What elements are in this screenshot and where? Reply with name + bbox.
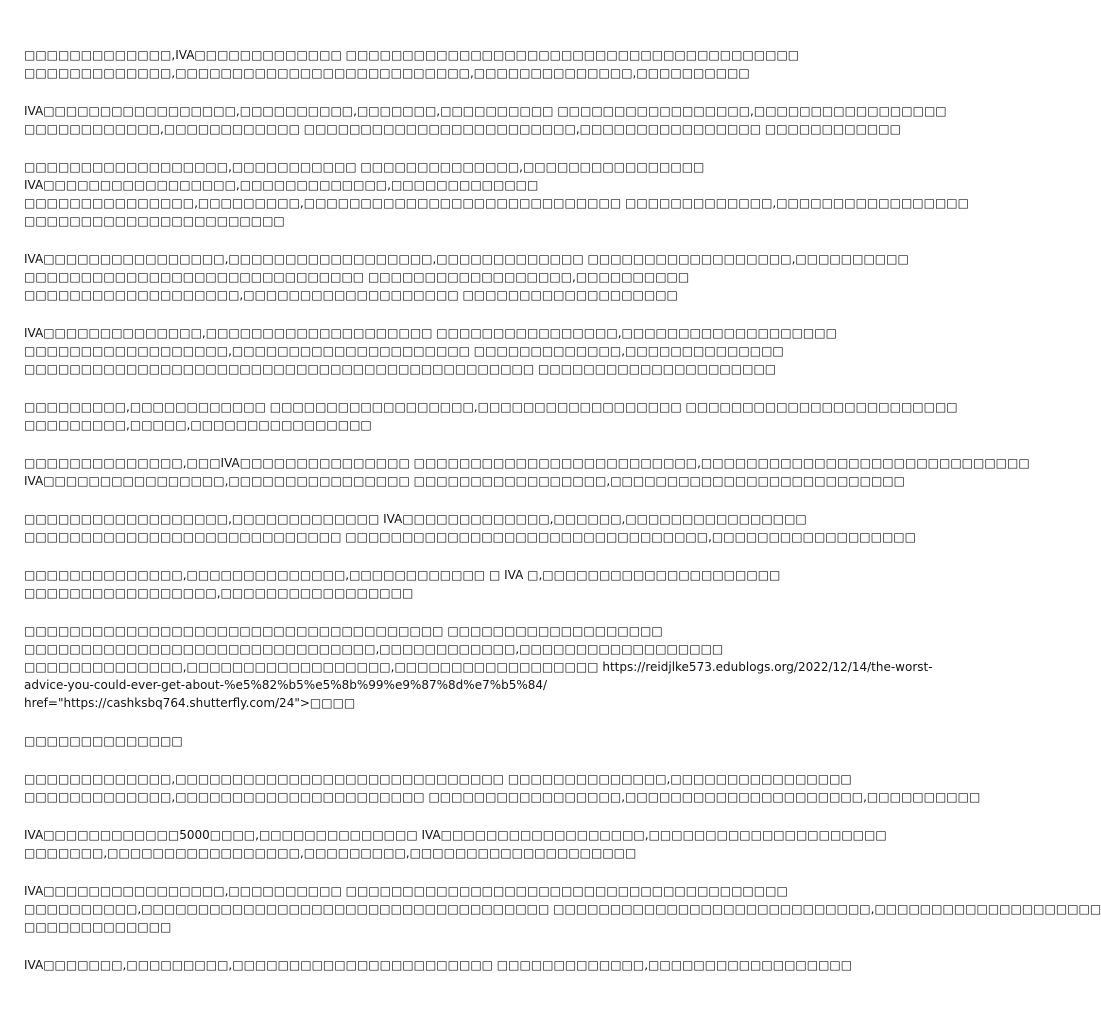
text-line: □□□□□□□□□□,□□□□□□□□□□□□□□□□□□□□□□□□□□□□□□□□□□□□ □□□□□□□□□□□□□□□□□□□□□□□□□□□□,□□□□□□□□□□□□□□□□□□□□ bbox=[24, 902, 1101, 916]
text-line: □□□□□□□□□□□□□□,□□□IVA□□□□□□□□□□□□□□□ □□□□□□□□□□□□□□□□□□□□□□□□□,□□□□□□□□□□□□□□□□□□□□□□□□□□□□□ bbox=[24, 456, 1030, 470]
text-line: advice-you-could-ever-get-about-%e5%82%b5%e5%8b%99%e9%87%8d%e7%b5%84/ bbox=[24, 678, 548, 692]
paragraph bbox=[24, 732, 696, 750]
paragraph bbox=[24, 324, 837, 378]
text-line: □□□□□□□□□,□□□□□□□□□□□□ □□□□□□□□□□□□□□□□□□,□□□□□□□□□□□□□□□□□□ □□□□□□□□□□□□□□□□□□□□□□□□ bbox=[24, 400, 958, 414]
text-line: IVA□□□□□□□□□□□□5000□□□□,□□□□□□□□□□□□□□ IVA□□□□□□□□□□□□□□□□□□,□□□□□□□□□□□□□□□□□□□□□ bbox=[24, 828, 887, 842]
paragraph bbox=[24, 826, 887, 862]
text-line: □□□□□□□□□□□□□□□□□□□,□□□□□□□□□□□□□□□□□□□ □□□□□□□□□□□□□□□□□□□ bbox=[24, 288, 678, 302]
text-line: □□□□□□□□□□□□□□□□□□□□□□□ bbox=[24, 214, 285, 228]
paragraph bbox=[24, 250, 909, 304]
text-line: □□□□□□□□□□□□□□□□□□□□□□□□□□□□□□□□□□□□□□□□□□□□□ □□□□□□□□□□□□□□□□□□□□□ bbox=[24, 362, 777, 376]
text-line: href="https://cashksbq764.shutterfly.com/24">□□□□ bbox=[24, 696, 356, 710]
text-line: □□□□□□□□□□□□□□□□□□,□□□□□□□□□□□ □□□□□□□□□□□□□□,□□□□□□□□□□□□□□□□ bbox=[24, 160, 705, 174]
paragraph bbox=[24, 454, 1030, 490]
text-line: □□□□□□□□□□□□□,□□□□□□□□□□□□□□□□□□□□□□□□□□,□□□□□□□□□□□□□□,□□□□□□□□□□ bbox=[24, 66, 750, 80]
paragraph bbox=[24, 622, 933, 712]
text-line: □□□□□□□□□□□□□□□□□□□□□□□□□□□□□□ □□□□□□□□□□□□□□□□□□,□□□□□□□□□□ bbox=[24, 270, 690, 284]
text-line: IVA□□□□□□□□□□□□□□□□,□□□□□□□□□□□□□□□□ □□□□□□□□□□□□□□□□□,□□□□□□□□□□□□□□□□□□□□□□□□□□ bbox=[24, 474, 905, 488]
text-line: IVA□□□□□□□□□□□□□□□□□,□□□□□□□□□□,□□□□□□□,□□□□□□□□□□ □□□□□□□□□□□□□□□□□,□□□□□□□□□□□□□□□□□ bbox=[24, 104, 947, 118]
text-line: □□□□□□□,□□□□□□□□□□□□□□□□□,□□□□□□□□□,□□□□□□□□□□□□□□□□□□□□ bbox=[24, 846, 637, 860]
text-line: □□□□□□□□□□□□□□□□□,□□□□□□□□□□□□□□□□□ bbox=[24, 586, 414, 600]
paragraph bbox=[24, 882, 1101, 936]
paragraph bbox=[24, 956, 853, 974]
paragraph bbox=[24, 46, 800, 82]
paragraph bbox=[24, 770, 981, 806]
paragraph bbox=[24, 102, 947, 138]
text-line: □□□□□□□□□□□□□,□□□□□□□□□□□□□□□□□□□□□□□□□□□□□ □□□□□□□□□□□□□□,□□□□□□□□□□□□□□□□ bbox=[24, 772, 852, 786]
document-body bbox=[24, 46, 1101, 994]
text-line: □□□□□□□□□□□□□ bbox=[24, 920, 172, 934]
text-line: □□□□□□□□□□□□□□□□□□□□□□□□□□□□ □□□□□□□□□□□□□□□□□□□□□□□□□□□□□□□□,□□□□□□□□□□□□□□□□□□ bbox=[24, 530, 916, 544]
text-line: □□□□□□□□□□□□□□ bbox=[24, 734, 183, 748]
paragraph bbox=[24, 398, 958, 434]
text-line: □□□□□□□□□□□□□□,□□□□□□□□□□□□□□,□□□□□□□□□□□□ □ IVA □,□□□□□□□□□□□□□□□□□□□□□ bbox=[24, 568, 781, 582]
text-line: □□□□□□□□□□□□□□□□□□□□□□□□□□□□□□□□□□□□□ □□□□□□□□□□□□□□□□□□□ bbox=[24, 624, 663, 638]
text-line: □□□□□□□□□□□□□,IVA□□□□□□□□□□□□□ □□□□□□□□□□□□□□□□□□□□□□□□□□□□□□□□□□□□□□□□ bbox=[24, 48, 800, 62]
text-line: □□□□□□□□□□□□□,□□□□□□□□□□□□□□□□□□□□□□ □□□□□□□□□□□□□□□□□,□□□□□□□□□□□□□□□□□□□□□,□□□□□□□□□□ bbox=[24, 790, 981, 804]
paragraph bbox=[24, 566, 781, 602]
text-line: IVA□□□□□□□,□□□□□□□□□,□□□□□□□□□□□□□□□□□□□□□□□ □□□□□□□□□□□□□,□□□□□□□□□□□□□□□□□□ bbox=[24, 958, 853, 972]
text-line: IVA□□□□□□□□□□□□□□□□□,□□□□□□□□□□□□□,□□□□□□□□□□□□□ bbox=[24, 178, 539, 192]
paragraph bbox=[24, 158, 969, 230]
text-line: IVA□□□□□□□□□□□□□□,□□□□□□□□□□□□□□□□□□□□ □□□□□□□□□□□□□□□□,□□□□□□□□□□□□□□□□□□□ bbox=[24, 326, 837, 340]
text-line: □□□□□□□□□□□□□□□□□□,□□□□□□□□□□□□□□□□□□□□□ □□□□□□□□□□□□□,□□□□□□□□□□□□□□ bbox=[24, 344, 784, 358]
text-line: □□□□□□□□□□□□□□□,□□□□□□□□□,□□□□□□□□□□□□□□□□□□□□□□□□□□□□ □□□□□□□□□□□□□,□□□□□□□□□□□□□□□□□ bbox=[24, 196, 969, 210]
text-line: IVA□□□□□□□□□□□□□□□□,□□□□□□□□□□□□□□□□□□,□□□□□□□□□□□□□ □□□□□□□□□□□□□□□□□□,□□□□□□□□□□ bbox=[24, 252, 909, 266]
text-line: □□□□□□□□□□□□□□,□□□□□□□□□□□□□□□□□□,□□□□□□□□□□□□□□□□□□ https://reidjlke573.edublogs.org/2022/12/14/the-worst- bbox=[24, 660, 933, 674]
text-line: □□□□□□□□□□□□,□□□□□□□□□□□□ □□□□□□□□□□□□□□□□□□□□□□□□,□□□□□□□□□□□□□□□□ □□□□□□□□□□□□ bbox=[24, 122, 901, 136]
text-line: □□□□□□□□□,□□□□□,□□□□□□□□□□□□□□□□ bbox=[24, 418, 372, 432]
text-line: □□□□□□□□□□□□□□□□□□□□□□□□□□□□□□□,□□□□□□□□□□□□,□□□□□□□□□□□□□□□□□□ bbox=[24, 642, 724, 656]
paragraph bbox=[24, 510, 916, 546]
text-line: IVA□□□□□□□□□□□□□□□□,□□□□□□□□□□ □□□□□□□□□□□□□□□□□□□□□□□□□□□□□□□□□□□□□□□ bbox=[24, 884, 788, 898]
text-line: □□□□□□□□□□□□□□□□□□,□□□□□□□□□□□□□ IVA□□□□□□□□□□□□□,□□□□□□,□□□□□□□□□□□□□□□□ bbox=[24, 512, 807, 526]
